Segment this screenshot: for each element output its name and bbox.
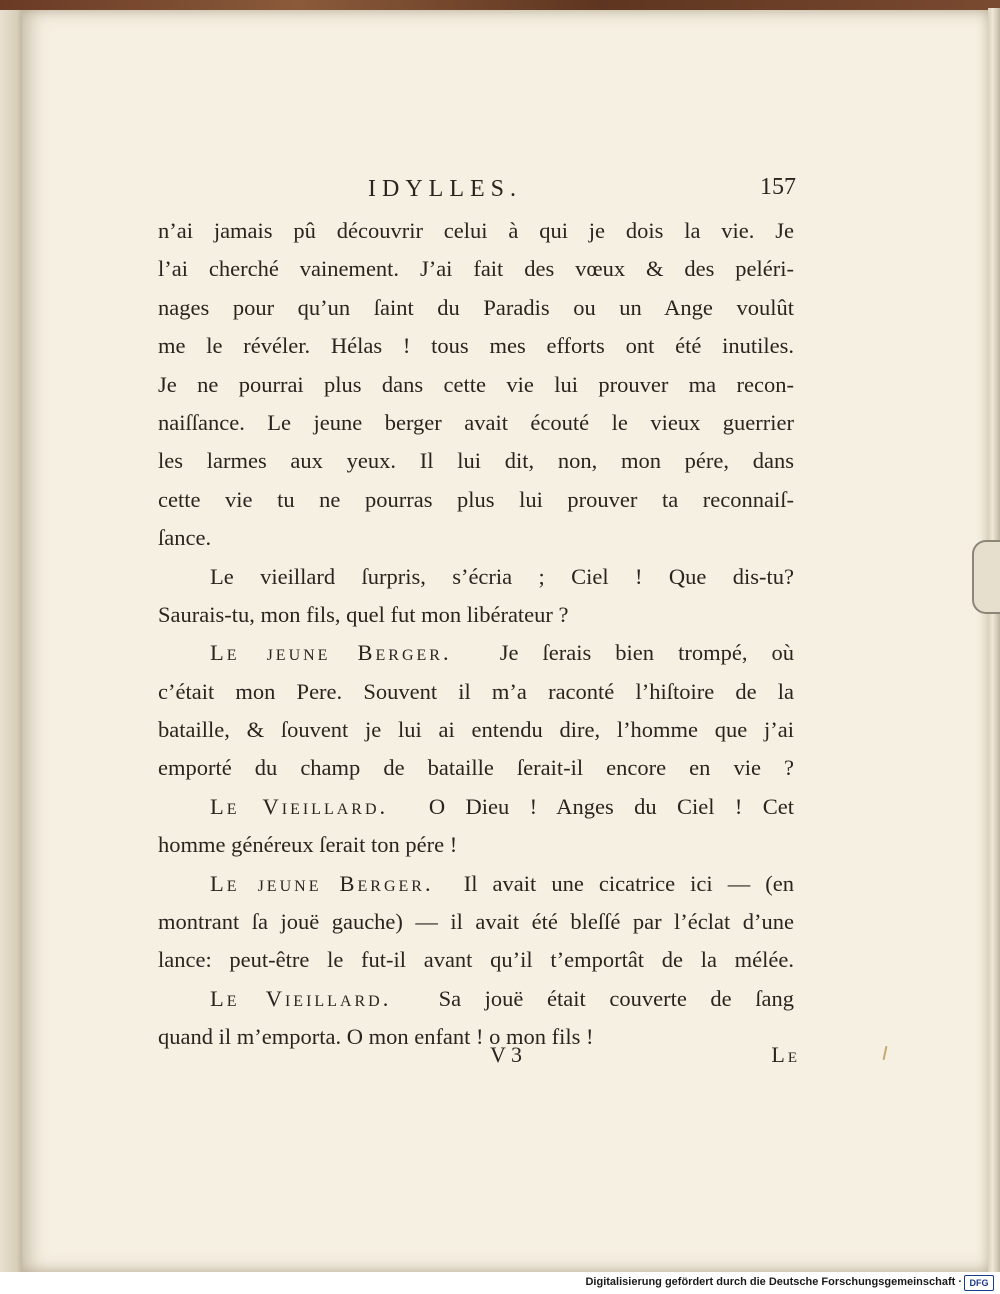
text-line: nages pour qu’un ſaint du Paradis ou un Ange voulût	[158, 294, 794, 320]
text-line: ſance.	[158, 525, 212, 551]
text-line: les larmes aux yeux. Il lui dit, non, mon pére, dans	[158, 448, 794, 474]
speaker-label: Le jeune Berger.	[210, 870, 434, 896]
speaker-label: Le jeune Berger.	[210, 640, 452, 666]
page-tab-marker	[972, 540, 1000, 614]
text-line: Je ne pourrai plus dans cette vie lui prouver ma recon-	[158, 371, 794, 397]
page-edge	[988, 8, 1000, 1274]
text-line: c’était mon Pere. Souvent il m’a raconté l’hiſtoire de la	[158, 678, 794, 704]
dfg-logo-icon: DFG	[964, 1275, 994, 1291]
page-header	[160, 172, 796, 212]
text-line: Saurais-tu, mon fils, quel fut mon libérateur ?	[158, 601, 569, 627]
dialogue-text: O Dieu ! Anges du Ciel ! Cet	[428, 793, 794, 819]
dialogue-line	[158, 980, 794, 1018]
catchword: Le	[771, 1042, 800, 1067]
dialogue-line	[158, 788, 794, 826]
text-line: naiſſance. Le jeune berger avait écouté le vieux guerrier	[158, 409, 794, 435]
book-cover-left	[0, 10, 24, 1272]
text-line: homme généreux ſerait ton pére !	[158, 832, 458, 858]
speaker-label: Le Vieillard.	[210, 985, 392, 1011]
text-line: n’ai jamais pû découvrir celui à qui je dois la vie. Je	[158, 218, 794, 243]
page-number: 157	[760, 174, 796, 200]
dialogue-text: Sa jouë était couverte de ſang	[438, 985, 794, 1011]
signature-mark: V 3	[490, 1042, 522, 1067]
text-line: bataille, & ſouvent je lui ai entendu dire, l’homme que j’ai	[158, 717, 794, 743]
dialogue-text: Il avait une cicatrice ici — (en	[463, 870, 794, 896]
page-footer-line	[160, 1042, 800, 1082]
text-line: lance: peut-être le fut-il avant qu’il t’emportât de la mélée.	[158, 947, 794, 973]
running-title: IDYLLES.	[368, 176, 522, 202]
speaker-label: Le Vieillard.	[210, 793, 389, 819]
dialogue-line	[158, 865, 794, 903]
dialogue-text: Je ſerais bien trompé, où	[499, 640, 795, 666]
footer-credit: Digitalisierung gefördert durch die Deutsche Forschungsgemeinschaft ·	[585, 1276, 962, 1288]
text-line: montrant ſa jouë gauche) — il avait été bleſſé par l’éclat d’une	[158, 909, 794, 935]
text-line: me le révéler. Hélas ! tous mes efforts ont été inutiles.	[158, 333, 794, 359]
text-line: quand il m’emporta. O mon enfant ! o mon fils !	[158, 1024, 594, 1050]
body-text	[158, 212, 794, 1057]
dialogue-line	[158, 634, 794, 672]
text-line: cette vie tu ne pourras plus lui prouver ta reconnaiſ-	[158, 486, 794, 512]
text-line: Le vieillard ſurpris, s’écria ; Ciel ! Que dis-tu?	[210, 563, 794, 589]
text-line: emporté du champ de bataille ſerait-il encore en vie ?	[158, 755, 794, 781]
text-line: l’ai cherché vainement. J’ai fait des vœux & des peléri-	[158, 256, 794, 282]
